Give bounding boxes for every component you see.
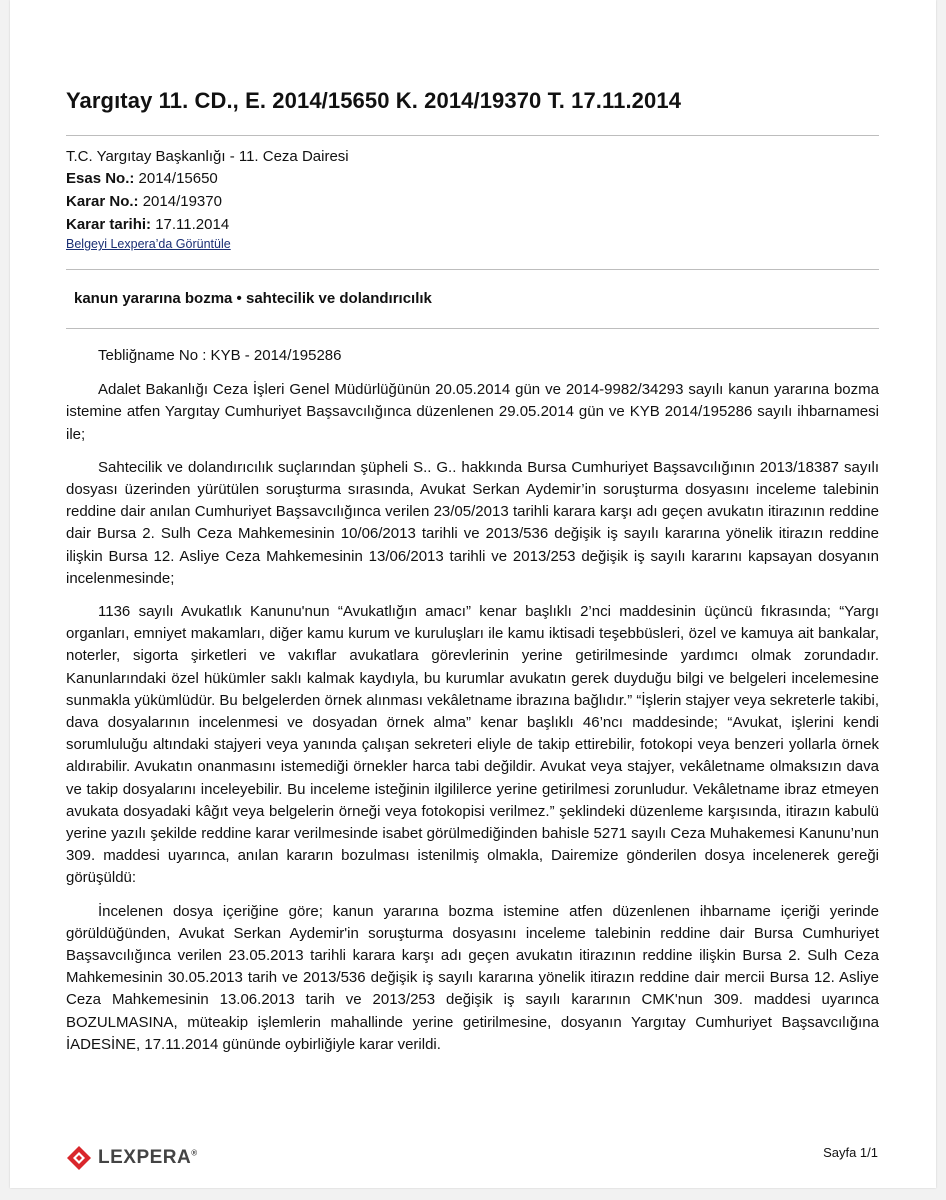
document-title: Yargıtay 11. CD., E. 2014/15650 K. 2014/19370 T. 17.11.2014 <box>66 88 682 113</box>
page-number: Sayfa 1/1 <box>823 1145 878 1160</box>
keywords-divider <box>66 328 879 329</box>
paragraph: Adalet Bakanlığı Ceza İşleri Genel Müdürlüğünün 20.05.2014 gün ve 2014-9982/34293 sayılı kanun yararına bozma istemine atfen Yargıtay Cumhuriyet Başsavcılığınca düzenlenen 29.05.2014 gün ve KYB 2014/195286 sayılı ihbarnamesi ile; <box>66 381 879 443</box>
document-body <box>66 345 879 1067</box>
document-page <box>10 0 936 1188</box>
paragraph: 1136 sayılı Avukatlık Kanunu'nun “Avukatlığın amacı” kenar başlıklı 2’nci maddesinin üçüncü fıkrasında; “Yargı organları, emniyet makamları, diğer kamu kurum ve kuruluşları ile kamu iktisadi teşebbüsleri, özel ve kamuya ait bankalar, noterler, sigorta şirketleri ve vakıflar avukatlara görevlerinin yerine getirilmesinde yardımcı olmak zorundadır. Kanunlarındaki özel hükümler saklı kalmak kaydıyla, bu kurumlar avukatın gerek duyduğu bilgi ve belgeleri incelemesine sunmakla yükümlüdür. Bu belgelerden örnek alınması vekâletname ibrazına bağlıdır.” “İşlerin stajyer veya sekreterle takibi, dava dosyalarının incelenmesi ve dosyadan örnek alma” kenar başlıklı 46’ncı maddesinde; “Avukat, işlerini kendi sorumluluğu altındaki stajyeri veya yanında çalışan sekreteri eliyle de takip ettirebilir, fotokopi veya benzeri yollarla örnek aldırabilir. Avukatın onanmasını istemediği örnekler harca tabi değildir. Avukat veya stajyer, vekâletname olmaksızın dava ve takip dosyalarını inceleyebilir. Bu inceleme isteğinin ilgililerce yerine getirilmesi zorunludur. Vekâletname ibraz etmeyen avukata dosyadaki kâğıt veya belgelerin örneği veya fotokopisi verilmez.” şeklindeki düzenleme karşısında, itirazın kabulü yerine yazılı şekilde reddine karar verilmesinde isabet görülmediğinden bahisle 5271 sayılı Ceza Muhakemesi Kanunu’nun 309. maddesi uyarınca, anılan kararın bozulması istenilmiş olmakla, Dairemize gönderilen dosya incelenerek gereği görüşüldü: <box>66 603 879 887</box>
paragraph: Sahtecilik ve dolandırıcılık suçlarından şüpheli S.. G.. hakkında Bursa Cumhuriyet Başsavcılığının 2013/18387 sayılı dosyası üzerinden yürütülen soruşturma sırasında, Avukat Serkan Aydemir’in soruşturma dosyasını inceleme talebinin reddine dair anılan Cumhuriyet Başsavcılığınca verilen 23/05/2013 tarihli karara karşı adı geçen avukatın itirazının reddine dair Bursa 2. Sulh Ceza Mahkemesinin 10/06/2013 tarihli ve 2013/536 değişik iş sayılı kararına yönelik itirazın reddine ilişkin Bursa 12. Asliye Ceza Mahkemesinin 13/06/2013 tarihli ve 2013/253 değişik iş sayılı kararını kapsayan dosyanın incelenmesinde; <box>66 458 879 587</box>
tarih-label: Karar tarihi: <box>66 216 152 233</box>
meta-divider <box>66 269 879 270</box>
view-in-lexpera-link[interactable]: Belgeyi Lexpera’da Görüntüle <box>66 237 231 251</box>
paragraph: İncelenen dosya içeriğine göre; kanun yararına bozma istemine atfen düzenlenen ihbarname içeriği yerinde görüldüğünden, Avukat Serkan Aydemir'in soruşturma dosyasını inceleme talebinin reddine dair Bursa Cumhuriyet Başsavcılığınca verilen 23.05.2013 tarihli karara karşı adı geçen avukatın itirazının reddine ilişkin Bursa 2. Sulh Ceza Mahkemesinin 30.05.2013 tarih ve 2013/536 değişik iş sayılı kararına yönelik itirazın reddine dair mercii Bursa 12. Asliye Ceza Mahkemesinin 13.06.2013 tarih ve 2013/253 değişik iş sayılı kararının CMK'nun 309. maddesi uyarınca BOZULMASINA, müteakip işlemlerin mahallinde yerine getirilmesine, dosyanın Yargıtay Cumhuriyet Başsavcılığına İADESİNE, 17.11.2014 gününde oybirliğiyle karar verildi. <box>66 902 879 1053</box>
lexpera-diamond-icon <box>66 1145 92 1171</box>
esas-value: 2014/15650 <box>134 170 218 187</box>
title-divider <box>66 135 879 136</box>
karar-value: 2014/19370 <box>138 193 222 210</box>
tarih-value: 17.11.2014 <box>151 216 230 233</box>
keywords: kanun yararına bozma • sahtecilik ve dolandırıcılık <box>74 290 432 307</box>
court-name: T.C. Yargıtay Başkanlığı - 11. Ceza Dairesi <box>66 148 349 165</box>
karar-label: Karar No.: <box>66 193 139 210</box>
esas-number <box>66 168 218 189</box>
esas-label: Esas No.: <box>66 170 135 187</box>
karar-date <box>66 214 229 235</box>
karar-number <box>66 191 222 212</box>
logo-text: LEXPERA® <box>98 1147 198 1168</box>
paragraph-teblig: Tebliğname No : KYB - 2014/195286 <box>98 347 342 364</box>
lexpera-logo <box>66 1145 198 1171</box>
